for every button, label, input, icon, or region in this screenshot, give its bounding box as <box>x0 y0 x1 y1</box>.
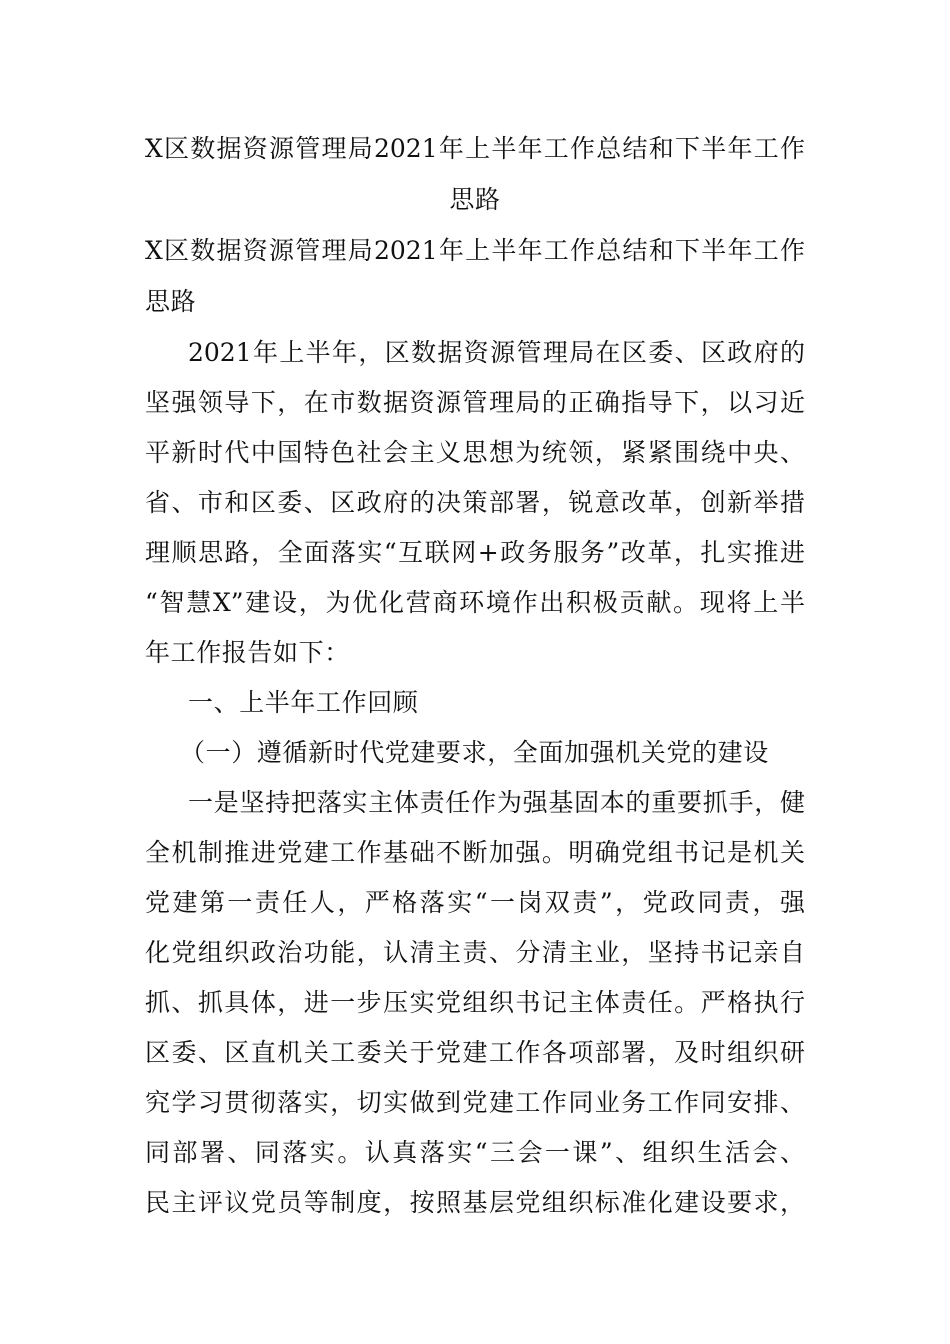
intro-line-7: 年工作报告如下： <box>145 638 350 667</box>
body-line-6: 区委、区直机关工委关于党建工作各项部署，及时组织研 <box>145 1038 805 1067</box>
body-line-5: 抓、抓具体，进一步压实党组织书记主体责任。严格执行 <box>145 988 805 1017</box>
intro-line-2: 坚强领导下，在市数据资源管理局的正确指导下，以习近 <box>145 388 805 417</box>
intro-line-1: 2021年上半年，区数据资源管理局在区委、区政府的 <box>188 338 805 367</box>
body-line-7: 究学习贯彻落实，切实做到党建工作同业务工作同安排、 <box>145 1088 805 1117</box>
intro-line-4: 省、市和区委、区政府的决策部署，锐意改革，创新举措 <box>145 488 805 517</box>
body-line-3: 党建第一责任人，严格落实“一岗双责”，党政同责，强 <box>145 888 805 917</box>
document-title-line-1: X区数据资源管理局2021年上半年工作总结和下半年工作 <box>145 134 805 163</box>
intro-line-3: 平新时代中国特色社会主义思想为统领，紧紧围绕中央、 <box>145 438 805 467</box>
intro-line-5: 理顺思路，全面落实“互联网+政务服务”改革，扎实推进 <box>145 538 805 567</box>
repeated-title-line-1: X区数据资源管理局2021年上半年工作总结和下半年工作 <box>145 236 805 265</box>
section-heading: 一、上半年工作回顾 <box>188 688 419 717</box>
subsection-heading: （一）遵循新时代党建要求，全面加强机关党的建设 <box>180 738 769 767</box>
document-title-line-2: 思路 <box>449 185 501 214</box>
body-line-9: 民主评议党员等制度，按照基层党组织标准化建设要求， <box>145 1188 805 1217</box>
body-line-8: 同部署、同落实。认真落实“三会一课”、组织生活会、 <box>145 1138 805 1167</box>
intro-line-6: “智慧X”建设，为优化营商环境作出积极贡献。现将上半 <box>145 588 805 617</box>
repeated-title-line-2: 思路 <box>145 287 197 316</box>
body-line-2: 全机制推进党建工作基础不断加强。明确党组书记是机关 <box>145 838 805 867</box>
body-line-4: 化党组织政治功能，认清主责、分清主业，坚持书记亲自 <box>145 938 805 967</box>
body-line-1: 一是坚持把落实主体责任作为强基固本的重要抓手，健 <box>188 788 805 817</box>
